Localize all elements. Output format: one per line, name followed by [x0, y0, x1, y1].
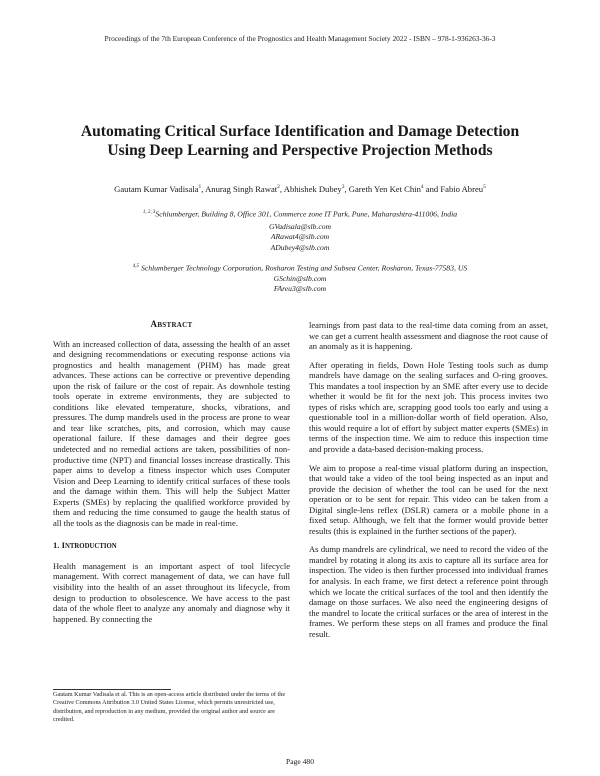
license-footnote: Gautam Kumar Vadisala et al. This is an open-access article distributed under the terms of the Creative Commons Attribution 3.0 United States License, which permits unrestricted use, distribution, and reproduction in any medium, provided the original author and source are credited.	[53, 691, 286, 724]
author: Anurag Singh Rawat$^2$,	[205, 183, 284, 194]
body-paragraph: learnings from past data to the real-time data coming from an asset, we can get a current health assessment and diagnose the root cause of an anomaly as it is happening.	[309, 320, 548, 352]
right-column	[309, 320, 548, 647]
abstract-text: With an increased collection of data, assessing the health of an asset and designing recommendations or executing response actions via prognostics and health management (PHM) has made great advances. These actions can be corrective or preventive depending upon the risk of failure or the cost of repair. As downhole testing tools operate in extreme environments, they are subjected to conditions like elevated temperature, shocks, vibrations, and pressures. The dump mandrels used in the process are prone to wear and tear like scratches, pits, and corrosion, which may cause operational failure. If these damages and their degree goes undetected and no remedial actions are taken, possibilities of non-productive time (NPT) and financial losses increase drastically. This paper aims to develop a fitness inspector which uses Computer Vision and Deep Learning to identify critical surfaces of these tools and the damage within them. This will help the Subject Matter Experts (SMEs) by replacing the qualified workforce provided by them and reducing the time consumed to gauge the health status of all the tools as the diagnosis can be made in real-time.	[53, 338, 290, 528]
email-list-2	[20, 274, 580, 295]
email-link[interactable]: ADubey4@slb.com	[270, 242, 330, 252]
body-paragraph: We aim to propose a real-time visual platform during an inspection, that would take a video of the tool being inspected as an input and provide the decision of whether the tool can be used for the next operation or to be sent for repair. This video can be taken from a Digital single-lens reflex (DSLR) camera or a mobile phone in a fixed setup. Although, we felt that the former would provide better results (this is explained in the further sections of the paper).	[309, 462, 548, 536]
author: Gareth Yen Ket Chin$^4$ and	[348, 183, 441, 194]
running-header: Proceedings of the 7th European Conference of the Prognostics and Health Management Society 2022 - ISBN – 978-1-936263-36-3	[104, 34, 496, 43]
footnote-divider	[53, 689, 171, 690]
author: Gautam Kumar Vadisala$^1$,	[114, 183, 206, 194]
section-heading-introduction: 1. INTRODUCTION	[53, 540, 117, 551]
affiliation-1: $^{1, 2, 3}$Schlumberger, Building 8, Office 301, Commerce zone IT Park, Pune, Maharashtra-411006, India	[142, 209, 458, 219]
left-column	[53, 319, 290, 632]
email-link[interactable]: ARawat4@slb.com	[270, 232, 330, 242]
introduction-paragraph: Health management is an important aspect of tool lifecycle management. With correct management of data, we can have full visibility into the health of an asset throughout its lifecycle, from design to production to obsolescence. We have access to the past data of the whole fleet to analyze any anomaly and diagnose why it happened. By connecting the	[53, 560, 290, 624]
body-paragraph: After operating in fields, Down Hole Testing tools such as dump mandrels have damage on the sealing surfaces and O-ring grooves. This mandates a tool inspection by an SME after every use to decide whether it would be fit for the next job. This process invites two types of risks which are, scrapping good tools too early and using a questionable tool in a million-dollar worth of field operation. Also, this would require a lot of effort by subject matter experts (SMEs) in terms of the inspection time. We aim to reduce this inspection time and provide a data-based decision-making process.	[309, 359, 548, 455]
page-number: Page 480	[285, 757, 315, 766]
affiliation-2: $^{4,5}$ Schlumberger Technology Corporation, Rosharon Testing and Subsea Center, Rosharon, Texas-77583, US	[132, 263, 468, 273]
email-list-1	[20, 222, 580, 253]
abstract-heading: ABSTRACT	[150, 319, 193, 329]
body-paragraph: As dump mandrels are cylindrical, we need to record the video of the mandrel by rotating it along its axis to capture all its surface area for inspection. The video is then further processed into individual frames for analysis. In each frame, we first detect a reference point through which we locate the critical surfaces of the tool and then identify the damage on those surfaces. We also need the engineering designs of the mandrel to locate the critical surfaces or the area of interest in the frames. We perform these steps on all frames and produce the final result.	[309, 544, 548, 639]
email-link[interactable]: GSchin@slb.com	[273, 274, 327, 283]
email-link[interactable]: FAreu3@slb.com	[273, 284, 327, 294]
author: Abhishek Dubey$^3$,	[283, 183, 349, 194]
email-link[interactable]: GVadisala@slb.com	[268, 222, 332, 231]
author: Fabio Abreu$^5$	[440, 183, 486, 194]
paper-title: Automating Critical Surface Identification and Damage Detection Using Deep Learning and Perspective Projection Methods	[80, 123, 520, 159]
author-list	[20, 182, 580, 195]
